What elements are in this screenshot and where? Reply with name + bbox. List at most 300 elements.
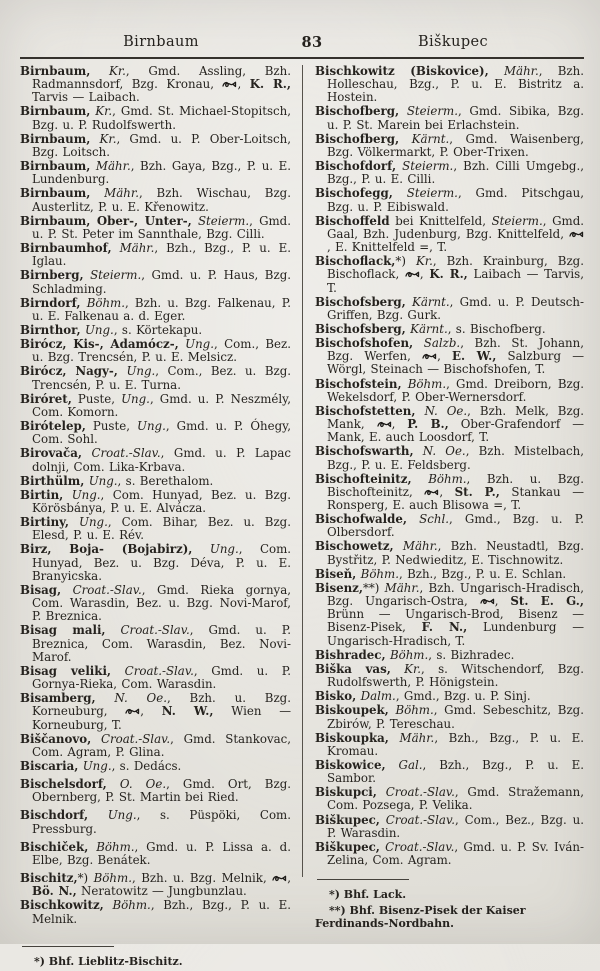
posthorn-icon: [405, 270, 420, 279]
entry-text: ,: [140, 704, 162, 719]
entry-text: , Gmd. u. P. Sv. Iván-Zelina, Com. Agram.: [327, 839, 584, 868]
entry-text: [386, 758, 399, 772]
entry-text: , Gmd., Bzg. u. P. Olbersdorf.: [327, 512, 584, 540]
entry-text: Böhm.: [93, 871, 132, 886]
gazetteer-entry: [20, 105, 291, 131]
entry-text: Böhm.: [428, 471, 467, 486]
entry-text: Steierm.: [197, 213, 250, 228]
footnote-rule: [317, 879, 409, 880]
entry-text: , s. Bizhradec.: [428, 647, 515, 662]
gazetteer-entry: [20, 393, 291, 419]
gazetteer-entry: [315, 786, 584, 812]
entry-text: Böhm.: [96, 839, 135, 854]
entry-text: Kr.: [109, 64, 126, 78]
entry-text: Bischowetz,: [315, 539, 394, 554]
entry-text: Bischofberg,: [315, 131, 400, 146]
entry-text: Wien — Korneuburg, T.: [32, 704, 291, 732]
entry-text: [96, 691, 115, 705]
entry-text: , Bzh. Holleschau, Bzg., P. u. E. Bistritz a. Hostein.: [327, 64, 584, 105]
entry-text: Bischofswarth,: [315, 444, 414, 459]
entry-text: Böhm.: [395, 703, 434, 718]
entry-text: [104, 898, 113, 912]
posthorn-icon: [272, 874, 287, 883]
entry-text: Bischofberg,: [315, 104, 400, 119]
entry-text: O. Oe.: [119, 777, 167, 792]
entry-text: Biškupec,: [315, 812, 380, 827]
entry-text: , Gmd. u. P. St. Peter im Sannthale, Bzg. Cilli.: [32, 213, 291, 241]
entry-text: Salzburg — Wörgl, Steinach — Bischofshofen, T.: [327, 349, 584, 377]
entry-text: , Bzh. u. Bzg. Korneuburg,: [32, 691, 291, 719]
entry-text: [389, 731, 400, 745]
entry-text: Croat.-Slav.: [72, 582, 142, 597]
entry-text: N. Oe.: [424, 403, 468, 418]
entry-text: Böhm.: [360, 566, 399, 581]
entry-text: Bischoffeld: [315, 213, 390, 228]
entry-text: Bischofsberg,: [315, 294, 406, 309]
entry-text: [399, 104, 407, 118]
entry-text: Biškupec,: [315, 839, 380, 854]
gazetteer-entry: [20, 297, 291, 323]
entry-text: N. W.,: [161, 704, 214, 719]
entry-text: Kärnt.: [410, 321, 448, 336]
entry-text: Bischitz,: [20, 871, 78, 886]
entry-text: Mähr.: [95, 159, 131, 174]
entry-text: , Bzh., Bzg., P. u. E. Iglau.: [32, 241, 291, 269]
entry-text: Bischofwalde,: [315, 512, 407, 527]
column-right: [302, 65, 584, 933]
entry-text: [107, 777, 120, 791]
posthorn-icon: [569, 230, 584, 239]
entry-text: , Bzh., Bzg., P. u. E. Schlan.: [398, 566, 567, 581]
entry-text: Böhm.: [389, 647, 429, 662]
entry-text: Bisag mali,: [20, 623, 106, 638]
entry-text: Ober-Grafendorf — Mank, E. auch Loosdorf, T.: [327, 417, 584, 445]
entry-text: Ung.: [107, 808, 137, 823]
posthorn-icon: [424, 488, 439, 497]
gazetteer-entry: [20, 489, 291, 515]
entry-text: St. E. G.,: [510, 594, 584, 609]
posthorn-icon: [422, 352, 437, 361]
entry-text: Birovača,: [20, 446, 82, 461]
entry-text: Bischofstein,: [315, 376, 402, 391]
entry-text: Bö. N.,: [32, 884, 77, 899]
entry-text: Mähr.: [104, 186, 139, 201]
footnote-rule: [22, 946, 114, 947]
entry-text: N. Oe.: [114, 691, 167, 706]
entry-text: , Com. Hunyad, Bez. u. Bzg. Körösbánya, P. u. E. Alvácza.: [32, 487, 291, 515]
gazetteer-entry: [315, 65, 584, 104]
entry-text: Bischofdorf,: [315, 159, 397, 174]
entry-text: Birnbaumhof,: [20, 241, 112, 256]
entry-text: , Gmd. Pitschgau, Bzg. u. P. Eibiswald.: [327, 186, 584, 214]
running-head: [20, 34, 584, 54]
entry-text: Steierm.: [90, 268, 142, 283]
gazetteer-entry: [20, 65, 291, 104]
entry-text: Ung.: [126, 364, 156, 379]
entry-text: , Bzh., Bzg., P. u. E. Sambor.: [327, 757, 584, 786]
entry-text: Puste,: [71, 391, 122, 406]
running-head-right: Biškupec: [417, 34, 489, 50]
entry-text: Bishradec,: [315, 647, 386, 662]
gazetteer-entry: [20, 760, 291, 773]
entry-text: Bischofsberg,: [315, 321, 406, 336]
page-number: 83: [301, 34, 323, 51]
entry-text: Kr.: [404, 661, 422, 676]
entry-text: **): [362, 580, 385, 595]
entry-text: , E. Knittelfeld =, T.: [327, 240, 448, 255]
footnote-block: [315, 879, 584, 930]
entry-text: , Com., Bez. u. Bzg. Trencsén, P. u. E. Turna.: [32, 364, 291, 392]
entry-text: [393, 186, 407, 200]
entry-text: [69, 515, 79, 529]
gazetteer-entry: [315, 105, 584, 131]
entry-text: , Gmd. u. P. Lissa a. d. Elbe, Bzg. Benátek.: [32, 839, 291, 867]
entry-text: Bischdorf,: [20, 808, 89, 823]
gazetteer-entry: [20, 809, 291, 835]
header-rule: [20, 57, 584, 59]
entry-text: Steierm.: [491, 213, 543, 228]
entry-text: Mähr.: [399, 730, 435, 745]
entry-text: Bisko,: [315, 689, 357, 704]
entry-text: , Gmd. Gaal, Bzh. Judenburg, Bzg. Knittelfeld,: [327, 213, 584, 241]
entry-text: , Gmd. St. Michael-Stopitsch, Bzg. u. P. Rudolfswerth.: [32, 104, 291, 132]
entry-text: , Bzh., Bzg., P. u. E. Melnik.: [32, 898, 291, 926]
entry-text: Brünn — Ungarisch-Brod, Bisenz — Bisenz-Pisek,: [327, 607, 584, 635]
entry-text: Birnbaum,: [20, 64, 91, 78]
entry-text: Biskoupek,: [315, 703, 389, 718]
gazetteer-entry: [315, 841, 584, 867]
entry-text: , s. Püspöki, Com. Pressburg.: [32, 808, 291, 836]
gazetteer-entry: [315, 690, 584, 703]
gazetteer-entry: [20, 584, 291, 623]
entry-text: Laibach — Tarvis, T.: [327, 267, 584, 295]
entry-text: Bischofshofen,: [315, 336, 414, 351]
entry-text: Kr.: [95, 104, 113, 119]
entry-text: Croat.-Slav.: [120, 623, 190, 638]
gazetteer-entry: [20, 160, 291, 186]
entry-text: bei Knittelfeld,: [389, 213, 492, 228]
entry-text: Bischkowitz,: [20, 898, 104, 913]
entry-text: , Bzh. St. Johann, Bzg. Werfen,: [327, 336, 584, 364]
entry-text: , Gmd. Waisenberg, Bzg. Völkermarkt, P. Ober-Trixen.: [327, 131, 584, 159]
entry-text: , s. Berethalom.: [117, 473, 214, 488]
columns: [20, 65, 584, 971]
entry-text: , Bzh. u. Bzg. Bischofteinitz,: [327, 471, 584, 499]
gazetteer-entry: [315, 215, 584, 254]
entry-text: Biscaria,: [20, 758, 79, 773]
entry-text: , Bzh. Neustadtl, Bzg. Bystřitz, P. Nedwieditz, E. Tischnowitz.: [327, 539, 584, 567]
entry-text: Birnthor,: [20, 322, 81, 337]
gazetteer-entry: [315, 704, 584, 730]
entry-text: [414, 444, 423, 458]
entry-text: Ung.: [84, 322, 114, 337]
entry-text: Mähr.: [384, 580, 420, 595]
entry-text: , Gmd., Bzg. u. P. Sinj.: [395, 689, 531, 704]
gazetteer-entry: [20, 543, 291, 582]
gazetteer-entry: [315, 296, 584, 322]
entry-text: Birnbaum,: [20, 104, 91, 119]
entry-text: Birócz, Nagy-,: [20, 364, 118, 379]
gazetteer-entry: [315, 445, 584, 471]
entry-text: , Gmd. u. P. Ober-Loitsch, Bzg. Loitsch.: [32, 131, 291, 159]
entry-text: Biseň,: [315, 566, 357, 581]
gazetteer-entry: [20, 215, 291, 241]
gazetteer-entry: [20, 338, 291, 364]
entry-text: , Gmd. Sibika, Bzg. u. P. St. Marein bei Erlachstein.: [327, 104, 584, 132]
gazetteer-entry: [315, 582, 584, 648]
gazetteer-entry: [315, 378, 584, 404]
entry-text: , Bzh. Mistelbach, Bzg., P. u. E. Feldsberg.: [327, 444, 584, 472]
entry-text: Ung.: [185, 337, 214, 352]
entry-text: Kärnt.: [412, 294, 450, 309]
entry-text: Bischofstetten,: [315, 403, 416, 418]
entry-text: [91, 732, 101, 746]
entry-text: Tarvis — Laibach.: [32, 90, 140, 105]
entry-text: Ung.: [209, 542, 239, 557]
entry-text: ,: [287, 871, 291, 886]
footnote: *) Bhf. Lieblitz-Bischitz.: [34, 954, 183, 968]
entry-text: [90, 132, 99, 146]
entry-text: Puste,: [85, 419, 138, 434]
entry-text: Kr.: [415, 254, 433, 269]
entry-text: , Bzh. u. Bzg. Melnik,: [131, 871, 273, 886]
entry-text: [407, 512, 419, 526]
entry-text: , Bzh. Ungarisch-Hradisch, Bzg. Ungarisch-Ostra,: [327, 580, 585, 609]
gazetteer-entry: [20, 242, 291, 268]
entry-text: Böhm.: [407, 376, 447, 391]
entry-text: , Gmd. Rieka gornya, Com. Warasdin, Bez. u. Bzg. Novi-Marof, P. Breznica.: [32, 582, 291, 624]
posthorn-icon: [480, 597, 495, 606]
entry-text: Mähr.: [503, 64, 539, 78]
gazetteer-entry: [20, 778, 291, 804]
entry-text: , Bzh. Melk, Bzg. Mank,: [327, 403, 584, 432]
posthorn-icon: [125, 707, 140, 716]
entry-text: ,: [437, 349, 453, 364]
entry-text: , Bzh., Bzg., P. u. E. Kromau.: [327, 730, 584, 758]
entry-text: Croat.-Slav.: [385, 839, 455, 854]
entry-text: Biška vas,: [315, 661, 391, 676]
entry-text: Biskowice,: [315, 757, 386, 772]
entry-text: Biskupci,: [315, 785, 377, 800]
gazetteer-entry: [20, 324, 291, 337]
entry-text: Birótelep,: [20, 419, 86, 434]
entry-text: Biskoupka,: [315, 730, 389, 745]
gazetteer-entry: [315, 814, 584, 840]
gazetteer-entry: [315, 568, 584, 581]
entry-text: [88, 808, 108, 822]
gazetteer-entry: [20, 872, 291, 898]
entry-text: Neratowitz — Jungbunzlau.: [76, 884, 247, 899]
entry-text: Bisag veliki,: [20, 663, 112, 678]
entry-text: , Gmd. u. P. Deutsch-Griffen, Bzg. Gurk.: [327, 294, 584, 322]
gazetteer-entry: [20, 841, 291, 867]
gazetteer-entry: [20, 733, 291, 759]
entry-text: N. Oe.: [422, 444, 466, 459]
posthorn-icon: [222, 80, 237, 89]
entry-text: Croat.-Slav.: [124, 663, 194, 678]
entry-text: Böhm.: [86, 295, 125, 310]
entry-text: , Gmd. u. P. Lapac dolnji, Com. Lika-Krbava.: [32, 446, 291, 474]
gazetteer-entry: [20, 624, 291, 663]
gazetteer-entry: [315, 540, 584, 566]
entry-text: [412, 472, 429, 486]
entry-text: [63, 488, 71, 502]
entry-text: Bisamberg,: [20, 691, 96, 706]
entry-text: Croat.-Slav.: [385, 812, 455, 827]
gazetteer-entry: [315, 473, 584, 512]
gazetteer-entry: [315, 759, 584, 785]
entry-text: Birtiny,: [20, 515, 70, 530]
entry-text: [111, 664, 125, 678]
entry-text: Croat.-Slav.: [91, 446, 161, 461]
gazetteer-entry: [315, 255, 584, 294]
entry-text: Bischoflack,: [315, 254, 396, 269]
entry-text: Steierm.: [406, 186, 458, 201]
entry-text: Stankau — Ronsperg, E. auch Blisowa =, T.: [327, 484, 584, 512]
entry-text: , Bzh. Wischau, Bzg. Austerlitz, P. u. E. Křenowitz.: [32, 186, 291, 214]
entry-text: Birnbaum,: [20, 186, 91, 201]
entry-text: ,: [419, 267, 430, 282]
gazetteer-entry: [20, 269, 291, 295]
gazetteer-entry: [315, 405, 584, 444]
gazetteer-entry: [20, 692, 291, 731]
gazetteer-entry: [315, 133, 584, 159]
entry-text: , Com. Hunyad, Bez. u. Bzg. Déva, P. u. E. Branyicska.: [32, 542, 292, 583]
entry-text: [489, 64, 504, 78]
column-left: [20, 65, 302, 971]
footnote: *) Bhf. Lack.: [329, 888, 407, 902]
gazetteer-entry: [20, 665, 291, 691]
entry-text: Steierm.: [402, 159, 454, 174]
entry-text: Kärnt.: [411, 131, 450, 146]
entry-text: [399, 132, 412, 146]
entry-text: , Gmd. u. P. Haus, Bzg. Schladming.: [32, 268, 291, 296]
entry-text: Steierm.: [406, 104, 458, 119]
entry-text: Gal.: [398, 757, 423, 772]
entry-text: , s. Körtekapu.: [113, 322, 203, 337]
entry-text: Lundenburg — Ungarisch-Hradisch, T.: [327, 620, 584, 648]
entry-text: , s. Dedács.: [111, 758, 182, 773]
entry-text: [391, 662, 404, 676]
entry-text: K. R.,: [249, 77, 291, 92]
entry-text: Bisenz,: [315, 580, 363, 595]
entry-text: , s. Bischofberg.: [447, 321, 546, 336]
entry-text: , Com., Bez., Bzg. u. P. Warasdin.: [327, 812, 584, 840]
entry-text: Bischofegg,: [315, 186, 393, 201]
entry-text: , Gmd. Sebeschitz, Bzg. Zbirów, P. Tereschau.: [327, 703, 584, 731]
entry-text: [394, 539, 403, 553]
entry-text: , Bzh. Cilli Umgebg., Bzg., P. u. E. Cilli.: [327, 159, 584, 187]
entry-text: [106, 623, 121, 637]
gazetteer-entry: [315, 160, 584, 186]
gazetteer-entry: [20, 447, 291, 473]
entry-text: [192, 542, 209, 556]
entry-text: Bischkowitz (Biskovice),: [315, 64, 489, 78]
entry-text: E. W.,: [452, 349, 497, 364]
entry-text: Birthülm,: [20, 473, 85, 488]
entry-text: Birócz, Kis-, Adamócz-,: [20, 337, 179, 352]
entry-text: Birtin,: [20, 487, 64, 502]
entry-text: [112, 241, 120, 255]
entry-text: Ung.: [137, 419, 166, 434]
gazetteer-entry: [20, 365, 291, 391]
entry-text: Croat.-Slav.: [385, 785, 455, 800]
entry-text: , Com., Bez. u. Bzg. Trencsén, P. u. E. Melsicz.: [32, 337, 291, 365]
running-head-left: Birnbaum: [123, 34, 199, 50]
entry-text: Bischelsdorf,: [20, 777, 107, 792]
entry-text: Biščanovo,: [20, 731, 92, 746]
entry-text: ,: [439, 484, 455, 499]
entry-text: , Gmd. u. P. Neszmély, Com. Komorn.: [32, 391, 291, 419]
entry-text: Kr.: [99, 131, 117, 146]
footnote-block: [20, 946, 291, 968]
entry-text: ,: [391, 417, 408, 432]
entry-text: Salzb.: [423, 336, 461, 351]
entry-text: Mähr.: [119, 241, 155, 256]
entry-text: , Bzh. Gaya, Bzg., P. u. E. Lundenburg.: [32, 159, 291, 187]
entry-text: , Com. Bihar, Bez. u. Bzg. Elesd, P. u. E. Rév.: [32, 515, 291, 543]
entry-text: Birnbaum, Ober-, Unter-,: [20, 213, 192, 228]
entry-text: *): [395, 254, 416, 269]
entry-text: Biróret,: [20, 391, 72, 406]
posthorn-icon: [377, 420, 392, 429]
entry-text: , Bzh. Krainburg, Bzg. Bischoflack,: [327, 254, 584, 282]
entry-text: , Gmd. Stražemann, Com. Pozsega, P. Velika.: [327, 785, 584, 813]
entry-text: , s. Witschendorf, Bzg. Rudolfswerth, P. Hönigstein.: [327, 661, 584, 690]
entry-text: Bischofteinitz,: [315, 471, 412, 486]
entry-text: Bischiček,: [20, 839, 89, 854]
entry-text: , Gmd. Assling, Bzh. Radmannsdorf, Bzg. Kronau,: [32, 64, 291, 92]
gazetteer-entry: [20, 899, 291, 925]
column-divider: [302, 65, 303, 877]
gazetteer-entry: [20, 475, 291, 488]
entry-text: Birndorf,: [20, 295, 81, 310]
gazetteer-entry: [315, 187, 584, 213]
footnote: **) Bhf. Bisenz-Pisek der Kaiser Ferdinands-Nordbahn.: [315, 904, 526, 931]
entry-text: P. B.,: [407, 417, 449, 432]
entry-text: , Gmd. Ort, Bzg. Obernberg, P. St. Martin bei Ried.: [32, 777, 291, 805]
entry-text: Dalm.: [360, 689, 396, 704]
entry-text: Ung.: [121, 391, 150, 406]
gazetteer-entry: [315, 337, 584, 376]
entry-text: Böhm.: [112, 898, 151, 913]
entry-text: Birnbaum,: [20, 159, 91, 174]
gazetteer-entry: [315, 649, 584, 662]
entry-text: , Gmd. u. P. Óhegy, Com. Sohl.: [32, 419, 292, 447]
entry-text: Ung.: [88, 473, 118, 488]
entry-text: [413, 336, 424, 350]
gazetteer-entry: [20, 187, 291, 213]
entry-text: , Gmd. Stankovac, Com. Agram, P. Glina.: [32, 731, 291, 759]
entry-text: Birnberg,: [20, 268, 84, 283]
entry-text: , Gmd. u. P. Breznica, Com. Warasdin, Bez. Novi-Marof.: [32, 623, 291, 664]
entry-text: [377, 785, 386, 799]
entry-text: Birnbaum,: [20, 131, 91, 146]
entry-text: Bisag,: [20, 582, 62, 597]
gazetteer-entry: [20, 516, 291, 542]
entry-text: , Gmd. Dreiborn, Bzg. Wekelsdorf, P. Ober-Wernersdorf.: [327, 376, 584, 404]
entry-text: Schl.: [419, 512, 449, 527]
gazetteer-entry: [20, 133, 291, 159]
entry-text: Ung.: [82, 758, 112, 773]
gazetteer-entry: [315, 513, 584, 539]
entry-text: Mähr.: [402, 539, 438, 554]
entry-text: [90, 186, 104, 200]
entry-text: Croat.-Slav.: [100, 731, 171, 746]
entry-text: , Bzh. u. Bzg. Falkenau, P. u. E. Falkenau a. d. Eger.: [32, 295, 291, 323]
entry-text: ,: [237, 77, 250, 92]
gazetteer-entry: [315, 323, 584, 336]
